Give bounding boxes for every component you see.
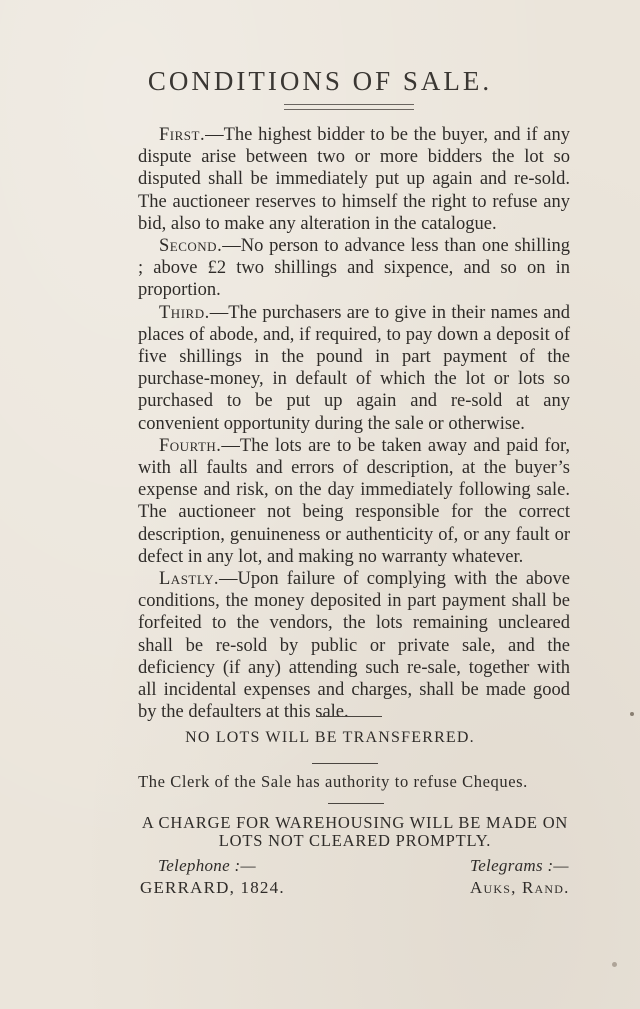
condition-text: —The purchasers are to give in their names and places of abode, and, if required, to pay down a deposit of five shillings in the pound in part payment of the purchase-money, in default of which the lot or lots so purchased to be put up again and re-sold at any convenient opportunity during the sale or otherwise.	[138, 302, 570, 434]
divider-rule-1	[316, 716, 382, 717]
condition-lead: Third.	[159, 302, 210, 323]
condition-text: —No person to advance less than one shilling ; above £2 two shillings and sixpence, and so on in proportion.	[138, 236, 570, 301]
warehousing-notice: A CHARGE FOR WAREHOUSING WILL BE MADE ON LOTS NOT CLEARED PROMPTLY.	[141, 813, 569, 850]
cheques-notice: The Clerk of the Sale has authority to refuse Cheques.	[138, 772, 528, 791]
conditions-body	[138, 124, 570, 723]
condition-lead: First.	[159, 125, 206, 145]
title-double-rule	[284, 104, 414, 110]
condition-lastly	[138, 568, 570, 723]
telephone-label: Telephone :—	[158, 856, 256, 875]
condition-second	[138, 235, 570, 302]
condition-lead: Lastly.	[159, 569, 220, 590]
condition-third	[138, 302, 570, 435]
condition-text: —Upon failure of complying with the above conditions, the money deposited in part payment shall be forfeited to the vendors, the lots remaining uncleared shall be re-sold by public or private sale, and the deficiency (if any) attending such re-sale, together with all incidental expenses and charges, shall be made good by the defaulters at this sale.	[138, 569, 570, 723]
page-title: CONDITIONS OF SALE.	[147, 66, 493, 96]
condition-first	[138, 124, 570, 235]
paper-speck	[630, 712, 634, 716]
condition-text: —The highest bidder to be the buyer, and if any dispute arise between two or more bidders the lot so disputed shall be immediately put up again and re-sold. The auctioneer reserves to himself the right to refuse any bid, also to make any alteration in the catalogue.	[138, 125, 570, 234]
condition-lead: Second.	[159, 236, 223, 257]
telegrams-block	[470, 856, 570, 898]
telephone-number: GERRARD, 1824.	[140, 878, 285, 897]
divider-rule-2	[312, 763, 378, 764]
telegrams-address: Auks, Rand.	[470, 878, 570, 897]
telephone-block	[140, 856, 285, 898]
divider-rule-3	[328, 803, 384, 804]
condition-lead: Fourth.	[159, 435, 222, 456]
condition-text: —The lots are to be taken away and paid for, with all faults and errors of description, at the buyer’s expense and risk, on the day immediately following sale. The auctioneer not being responsible for the correct description, genuineness or authenticity of, or any fault or defect in any lot, and making no warranty whatever.	[138, 435, 570, 567]
paper-speck	[612, 962, 617, 967]
no-transfer-notice: NO LOTS WILL BE TRANSFERRED.	[185, 729, 475, 746]
telegrams-label: Telegrams :—	[470, 856, 569, 875]
condition-fourth	[138, 435, 570, 568]
